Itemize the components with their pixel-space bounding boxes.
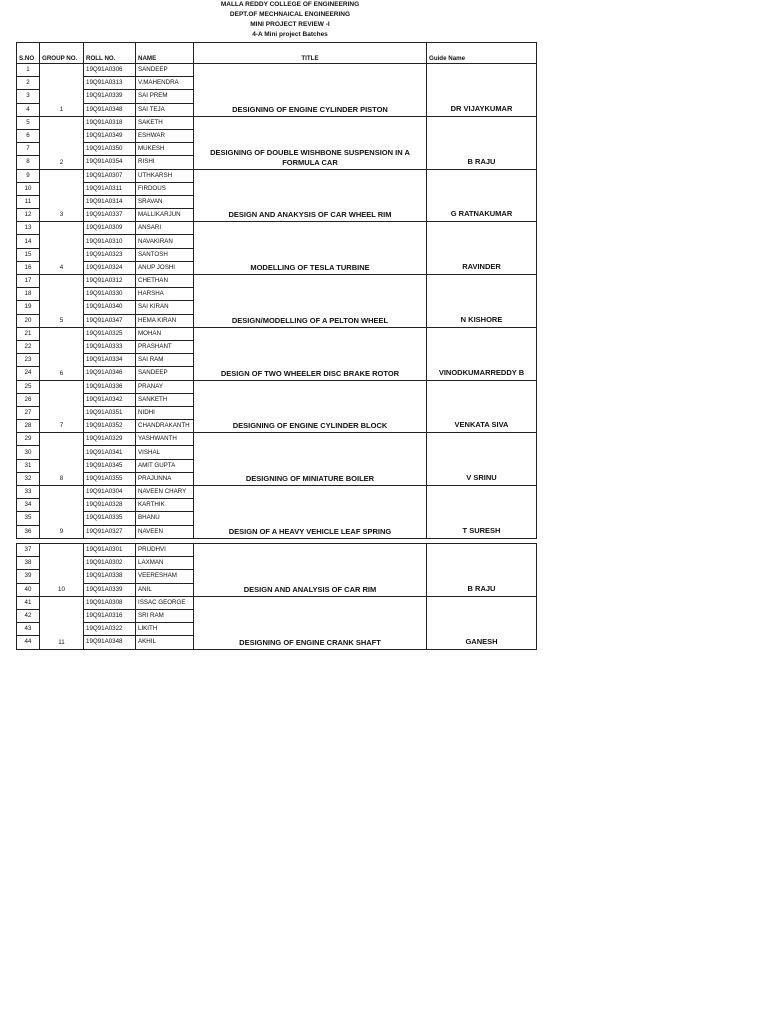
- group-number-cell: 6: [40, 327, 84, 380]
- serial-number-cell: 22: [17, 340, 40, 353]
- serial-number-cell: 3: [17, 90, 40, 103]
- roll-number-cell: 19Q91A0329: [84, 433, 136, 446]
- serial-number-cell: 25: [17, 380, 40, 393]
- serial-number-cell: 10: [17, 182, 40, 195]
- serial-number-cell: 8: [17, 156, 40, 169]
- roll-number-cell: 19Q91A0339: [84, 583, 136, 596]
- serial-number-cell: 23: [17, 354, 40, 367]
- roll-number-cell: 19Q91A0337: [84, 209, 136, 222]
- guide-name-cell: B RAJU: [427, 116, 537, 169]
- serial-number-cell: 6: [17, 129, 40, 142]
- serial-number-cell: 39: [17, 570, 40, 583]
- student-name-cell: ESHWAR: [136, 129, 194, 142]
- roll-number-cell: 19Q91A0328: [84, 499, 136, 512]
- guide-name-cell: B RAJU: [427, 544, 537, 597]
- serial-number-cell: 9: [17, 169, 40, 182]
- student-name-cell: AKHIL: [136, 636, 194, 649]
- group-number-cell: 5: [40, 275, 84, 328]
- table-row: [17, 544, 537, 557]
- group-number-cell: 4: [40, 222, 84, 275]
- student-name-cell: NAVAKIRAN: [136, 235, 194, 248]
- serial-number-cell: 27: [17, 406, 40, 419]
- col-header-sno: S.NO: [17, 43, 40, 64]
- serial-number-cell: 15: [17, 248, 40, 261]
- guide-name-cell: VINODKUMARREDDY B: [427, 327, 537, 380]
- department-name: DEPT.OF MECHNAICAL ENGINEERING: [229, 11, 351, 18]
- col-header-title: TITLE: [194, 43, 427, 64]
- student-name-cell: SANDEEP: [136, 64, 194, 77]
- col-header-group: GROUP NO.: [40, 43, 84, 64]
- serial-number-cell: 28: [17, 420, 40, 433]
- roll-number-cell: 19Q91A0342: [84, 393, 136, 406]
- roll-number-cell: 19Q91A0345: [84, 459, 136, 472]
- roll-number-cell: 19Q91A0349: [84, 129, 136, 142]
- roll-number-cell: 19Q91A0312: [84, 275, 136, 288]
- project-title-cell: DESIGN OF TWO WHEELER DISC BRAKE ROTOR: [194, 327, 427, 380]
- roll-number-cell: 19Q91A0310: [84, 235, 136, 248]
- student-name-cell: YASHWANTH: [136, 433, 194, 446]
- serial-number-cell: 21: [17, 327, 40, 340]
- student-name-cell: SAI RAM: [136, 354, 194, 367]
- roll-number-cell: 19Q91A0330: [84, 288, 136, 301]
- student-name-cell: HEMA KIRAN: [136, 314, 194, 327]
- table-row: [17, 275, 537, 288]
- student-name-cell: CHETHAN: [136, 275, 194, 288]
- serial-number-cell: 7: [17, 143, 40, 156]
- roll-number-cell: 19Q91A0346: [84, 367, 136, 380]
- table-row: [17, 169, 537, 182]
- roll-number-cell: 19Q91A0313: [84, 77, 136, 90]
- project-title-cell: DESIGN AND ANAKYSIS OF CAR WHEEL RIM: [194, 169, 427, 222]
- guide-name-cell: N KISHORE: [427, 275, 537, 328]
- group-number-cell: 1: [40, 64, 84, 117]
- review-title: MINI PROJECT REVIEW -I: [250, 21, 330, 28]
- group-number-cell: 2: [40, 116, 84, 169]
- college-name: MALLA REDDY COLLEGE OF ENGINEERING: [220, 1, 360, 8]
- guide-name-cell: VENKATA SIVA: [427, 380, 537, 433]
- student-name-cell: NAVEEN: [136, 525, 194, 538]
- roll-number-cell: 19Q91A0327: [84, 525, 136, 538]
- group-number-cell: 3: [40, 169, 84, 222]
- roll-number-cell: 19Q91A0352: [84, 420, 136, 433]
- roll-number-cell: 19Q91A0339: [84, 90, 136, 103]
- serial-number-cell: 33: [17, 486, 40, 499]
- student-name-cell: ISSAC GEORGE: [136, 596, 194, 609]
- student-name-cell: NAVEEN CHARY: [136, 486, 194, 499]
- table-row: [17, 380, 537, 393]
- group-number-cell: 8: [40, 433, 84, 486]
- student-name-cell: PRANAY: [136, 380, 194, 393]
- student-name-cell: UTHKARSH: [136, 169, 194, 182]
- student-name-cell: HARSHA: [136, 288, 194, 301]
- student-name-cell: PRAJUNNA: [136, 472, 194, 485]
- serial-number-cell: 38: [17, 557, 40, 570]
- project-title-cell: DESIGNING OF DOUBLE WISHBONE SUSPENSION IN A FORMULA CAR: [194, 116, 427, 169]
- serial-number-cell: 11: [17, 195, 40, 208]
- roll-number-cell: 19Q91A0302: [84, 557, 136, 570]
- student-name-cell: SANDEEP: [136, 367, 194, 380]
- serial-number-cell: 35: [17, 512, 40, 525]
- roll-number-cell: 19Q91A0308: [84, 596, 136, 609]
- serial-number-cell: 14: [17, 235, 40, 248]
- project-title-cell: DESIGN/MODELLING OF A PELTON WHEEL: [194, 275, 427, 328]
- guide-name-cell: DR VIJAYKUMAR: [427, 64, 537, 117]
- col-header-name: NAME: [136, 43, 194, 64]
- roll-number-cell: 19Q91A0307: [84, 169, 136, 182]
- student-name-cell: BHANU: [136, 512, 194, 525]
- table-row: [17, 327, 537, 340]
- roll-number-cell: 19Q91A0335: [84, 512, 136, 525]
- project-title-cell: MODELLING OF TESLA TURBINE: [194, 222, 427, 275]
- guide-name-cell: T SURESH: [427, 486, 537, 539]
- project-title-cell: DESIGN AND ANALYSIS OF CAR RIM: [194, 544, 427, 597]
- guide-name-cell: V SRINU: [427, 433, 537, 486]
- serial-number-cell: 37: [17, 544, 40, 557]
- roll-number-cell: 19Q91A0316: [84, 609, 136, 622]
- serial-number-cell: 2: [17, 77, 40, 90]
- student-name-cell: NIDHI: [136, 406, 194, 419]
- student-name-cell: SAI PREM: [136, 90, 194, 103]
- group-number-cell: 10: [40, 544, 84, 597]
- roll-number-cell: 19Q91A0301: [84, 544, 136, 557]
- roll-number-cell: 19Q91A0336: [84, 380, 136, 393]
- serial-number-cell: 41: [17, 596, 40, 609]
- project-title-cell: DESIGNING OF MINIATURE BOILER: [194, 433, 427, 486]
- serial-number-cell: 13: [17, 222, 40, 235]
- project-title-cell: DESIGN OF A HEAVY VEHICLE LEAF SPRING: [194, 486, 427, 539]
- project-title-cell: DESIGNING OF ENGINE CYLINDER PISTON: [194, 64, 427, 117]
- serial-number-cell: 12: [17, 209, 40, 222]
- roll-number-cell: 19Q91A0325: [84, 327, 136, 340]
- group-number-cell: 11: [40, 596, 84, 649]
- batch-title: 4-A Mini project Batches: [252, 31, 328, 38]
- serial-number-cell: 32: [17, 472, 40, 485]
- student-name-cell: SANKETH: [136, 393, 194, 406]
- serial-number-cell: 44: [17, 636, 40, 649]
- group-number-cell: 9: [40, 486, 84, 539]
- roll-number-cell: 19Q91A0348: [84, 636, 136, 649]
- serial-number-cell: 16: [17, 261, 40, 274]
- student-name-cell: AMIT GUPTA: [136, 459, 194, 472]
- roll-number-cell: 19Q91A0323: [84, 248, 136, 261]
- student-name-cell: SANTOSH: [136, 248, 194, 261]
- serial-number-cell: 31: [17, 459, 40, 472]
- student-name-cell: FIRDOUS: [136, 182, 194, 195]
- roll-number-cell: 19Q91A0354: [84, 156, 136, 169]
- serial-number-cell: 17: [17, 275, 40, 288]
- student-name-cell: V.MAHENDRA: [136, 77, 194, 90]
- student-name-cell: LIKITH: [136, 623, 194, 636]
- student-name-cell: KARTHIK: [136, 499, 194, 512]
- roll-number-cell: 19Q91A0314: [84, 195, 136, 208]
- student-name-cell: ANIL: [136, 583, 194, 596]
- batches-table: [16, 42, 537, 539]
- col-header-roll: ROLL NO.: [84, 43, 136, 64]
- guide-name-cell: G RATNAKUMAR: [427, 169, 537, 222]
- serial-number-cell: 30: [17, 446, 40, 459]
- project-title-cell: DESIGNING OF ENGINE CYLINDER BLOCK: [194, 380, 427, 433]
- table-header-row: [17, 43, 537, 64]
- roll-number-cell: 19Q91A0347: [84, 314, 136, 327]
- col-header-guide: Guide Name: [427, 43, 537, 64]
- table-row: [17, 433, 537, 446]
- serial-number-cell: 29: [17, 433, 40, 446]
- serial-number-cell: 26: [17, 393, 40, 406]
- table-row: [17, 116, 537, 129]
- student-name-cell: MALLIKARJUN: [136, 209, 194, 222]
- student-name-cell: MOHAN: [136, 327, 194, 340]
- serial-number-cell: 1: [17, 64, 40, 77]
- student-name-cell: SRAVAN: [136, 195, 194, 208]
- student-name-cell: PRUDHVI: [136, 544, 194, 557]
- guide-name-cell: RAVINDER: [427, 222, 537, 275]
- roll-number-cell: 19Q91A0350: [84, 143, 136, 156]
- serial-number-cell: 36: [17, 525, 40, 538]
- roll-number-cell: 19Q91A0318: [84, 116, 136, 129]
- serial-number-cell: 19: [17, 301, 40, 314]
- serial-number-cell: 34: [17, 499, 40, 512]
- roll-number-cell: 19Q91A0322: [84, 623, 136, 636]
- serial-number-cell: 18: [17, 288, 40, 301]
- roll-number-cell: 19Q91A0341: [84, 446, 136, 459]
- roll-number-cell: 19Q91A0304: [84, 486, 136, 499]
- student-name-cell: RISHI: [136, 156, 194, 169]
- student-name-cell: VISHAL: [136, 446, 194, 459]
- serial-number-cell: 24: [17, 367, 40, 380]
- roll-number-cell: 19Q91A0340: [84, 301, 136, 314]
- roll-number-cell: 19Q91A0355: [84, 472, 136, 485]
- roll-number-cell: 19Q91A0348: [84, 103, 136, 116]
- student-name-cell: SAI KIRAN: [136, 301, 194, 314]
- roll-number-cell: 19Q91A0333: [84, 340, 136, 353]
- student-name-cell: ANSARI: [136, 222, 194, 235]
- table-row: [17, 486, 537, 499]
- roll-number-cell: 19Q91A0311: [84, 182, 136, 195]
- student-name-cell: SAI TEJA: [136, 103, 194, 116]
- serial-number-cell: 40: [17, 583, 40, 596]
- roll-number-cell: 19Q91A0338: [84, 570, 136, 583]
- student-name-cell: MUKESH: [136, 143, 194, 156]
- guide-name-cell: GANESH: [427, 596, 537, 649]
- student-name-cell: VEERESHAM: [136, 570, 194, 583]
- serial-number-cell: 4: [17, 103, 40, 116]
- serial-number-cell: 43: [17, 623, 40, 636]
- student-name-cell: PRASHANT: [136, 340, 194, 353]
- student-name-cell: SAKETH: [136, 116, 194, 129]
- serial-number-cell: 5: [17, 116, 40, 129]
- roll-number-cell: 19Q91A0324: [84, 261, 136, 274]
- student-name-cell: CHANDRAKANTH: [136, 420, 194, 433]
- serial-number-cell: 42: [17, 609, 40, 622]
- student-name-cell: SRI RAM: [136, 609, 194, 622]
- batches-table-continued: [16, 543, 537, 650]
- roll-number-cell: 19Q91A0334: [84, 354, 136, 367]
- roll-number-cell: 19Q91A0309: [84, 222, 136, 235]
- roll-number-cell: 19Q91A0351: [84, 406, 136, 419]
- student-name-cell: ANUP JOSHI: [136, 261, 194, 274]
- table-row: [17, 596, 537, 609]
- table-row: [17, 64, 537, 77]
- roll-number-cell: 19Q91A0306: [84, 64, 136, 77]
- student-name-cell: LAXMAN: [136, 557, 194, 570]
- table-row: [17, 222, 537, 235]
- serial-number-cell: 20: [17, 314, 40, 327]
- group-number-cell: 7: [40, 380, 84, 433]
- project-title-cell: DESIGNING OF ENGINE CRANK SHAFT: [194, 596, 427, 649]
